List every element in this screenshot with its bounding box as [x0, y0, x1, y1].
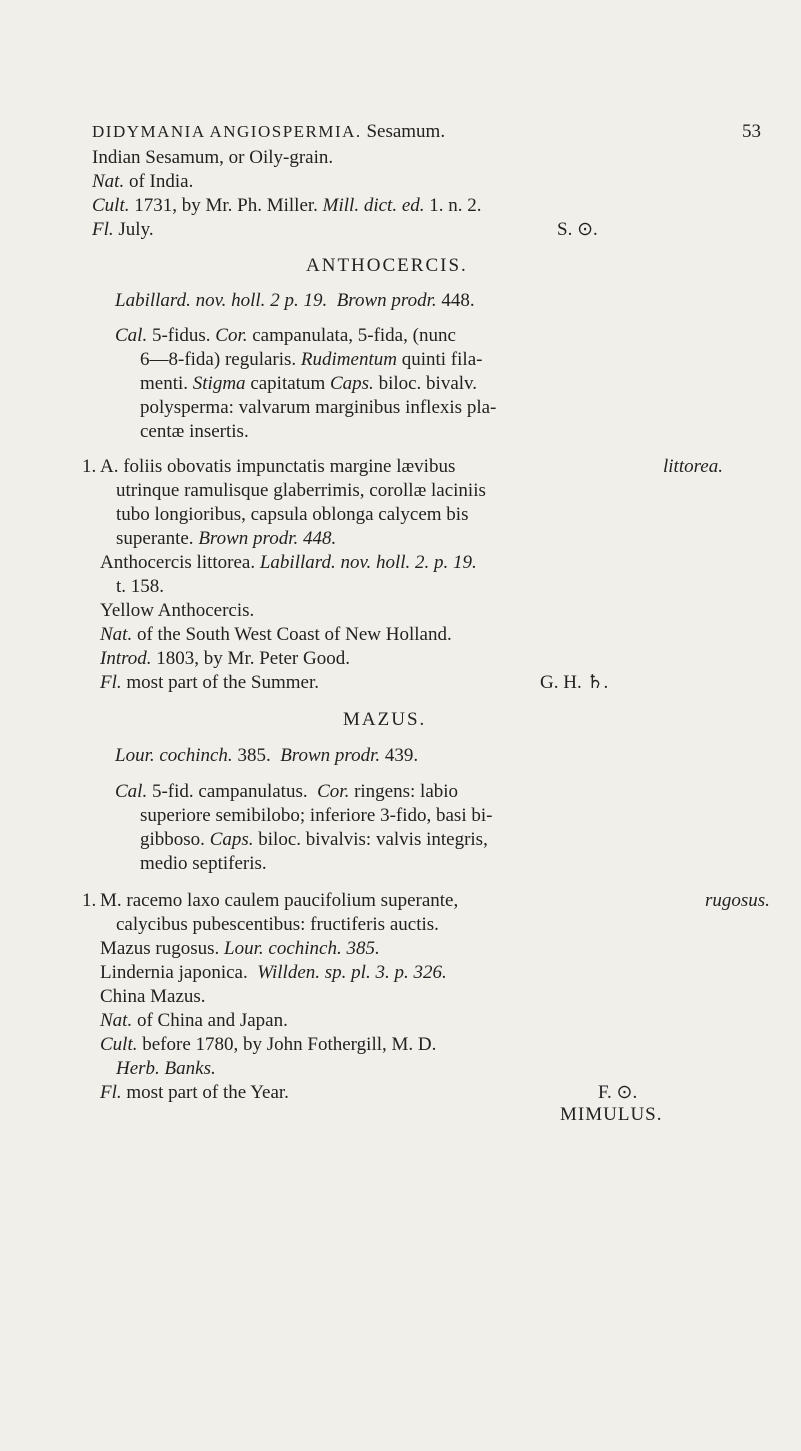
species-fl: Fl. most part of the Summer.: [100, 672, 320, 693]
genus-name: Sesamum.: [366, 121, 446, 142]
species-diagnosis: M. racemo laxo caulem paucifolium superante,: [100, 890, 459, 911]
mazus-desc-line: gibboso. Caps. biloc. bivalvis: valvis integris,: [140, 829, 488, 850]
species-cult: Cult. before 1780, by John Fothergill, M. D.: [100, 1034, 437, 1055]
sesamum-fl: Fl. July.: [92, 219, 154, 240]
species-introd: Introd. 1803, by Mr. Peter Good.: [100, 648, 350, 669]
species-diagnosis: calycibus pubescentibus: fructiferis auctis.: [116, 914, 439, 935]
species-nat: Nat. of China and Japan.: [100, 1010, 288, 1031]
species-fl: Fl. most part of the Year.: [100, 1082, 289, 1103]
catchword: MIMULUS.: [560, 1104, 663, 1125]
common-name: Indian Sesamum, or Oily-grain.: [92, 147, 334, 168]
species-english-name: China Mazus.: [100, 986, 206, 1007]
mazus-references: Lour. cochinch. 385. Brown prodr. 439.: [115, 745, 419, 766]
genus-heading-mazus: MAZUS.: [343, 709, 427, 730]
species-synonym: Lindernia japonica. Willden. sp. pl. 3. p. 326.: [100, 962, 447, 983]
species-fl-symbol: G. H. ♄.: [540, 672, 609, 693]
species-epithet: littorea.: [663, 456, 723, 477]
species-herbarium: Herb. Banks.: [116, 1058, 216, 1079]
species-synonym: Mazus rugosus. Lour. cochinch. 385.: [100, 938, 380, 959]
sesamum-fl-symbol: S. ⊙.: [557, 219, 598, 240]
anthocercis-desc-line: 6—8-fida) regularis. Rudimentum quinti fila-: [140, 349, 483, 370]
genus-heading-anthocercis: ANTHOCERCIS.: [306, 255, 468, 276]
species-diagnosis: utrinque ramulisque glaberrimis, corollæ laciniis: [116, 480, 486, 501]
species-synonym: Anthocercis littorea. Labillard. nov. holl. 2. p. 19.: [100, 552, 477, 573]
species-epithet: rugosus.: [705, 890, 770, 911]
sesamum-cult: Cult. 1731, by Mr. Ph. Miller. Mill. dict. ed. 1. n. 2.: [92, 195, 482, 216]
species-fl-symbol: F. ⊙.: [598, 1082, 638, 1103]
species-diagnosis: tubo longioribus, capsula oblonga calycem bis: [116, 504, 469, 525]
page-number: 53: [742, 121, 761, 142]
species-number: 1.: [82, 456, 97, 477]
mazus-desc-line: medio septiferis.: [140, 853, 267, 874]
anthocercis-desc-line: centæ insertis.: [140, 421, 249, 442]
sesamum-nat: Nat. of India.: [92, 171, 194, 192]
anthocercis-desc-line: menti. Stigma capitatum Caps. biloc. bivalv.: [140, 373, 478, 394]
mazus-desc-line: superiore semibilobo; inferiore 3-fido, basi bi-: [140, 805, 493, 826]
species-diagnosis: superante. Brown prodr. 448.: [116, 528, 337, 549]
species-diagnosis: A. foliis obovatis impunctatis margine lævibus: [100, 456, 456, 477]
species-nat: Nat. of the South West Coast of New Holland.: [100, 624, 452, 645]
species-plate: t. 158.: [116, 576, 165, 597]
anthocercis-references: Labillard. nov. holl. 2 p. 19. Brown prodr. 448.: [115, 290, 475, 311]
mazus-desc-line: Cal. 5-fid. campanulatus. Cor. ringens: labio: [115, 781, 459, 802]
running-header: [92, 120, 445, 144]
anthocercis-desc-line: polysperma: valvarum marginibus inflexis pla-: [140, 397, 497, 418]
anthocercis-desc-line: Cal. 5-fidus. Cor. campanulata, 5-fida, (nunc: [115, 325, 456, 346]
species-english-name: Yellow Anthocercis.: [100, 600, 255, 621]
class-name: DIDYMANIA ANGIOSPERMIA.: [92, 122, 362, 141]
species-number: 1.: [82, 890, 97, 911]
